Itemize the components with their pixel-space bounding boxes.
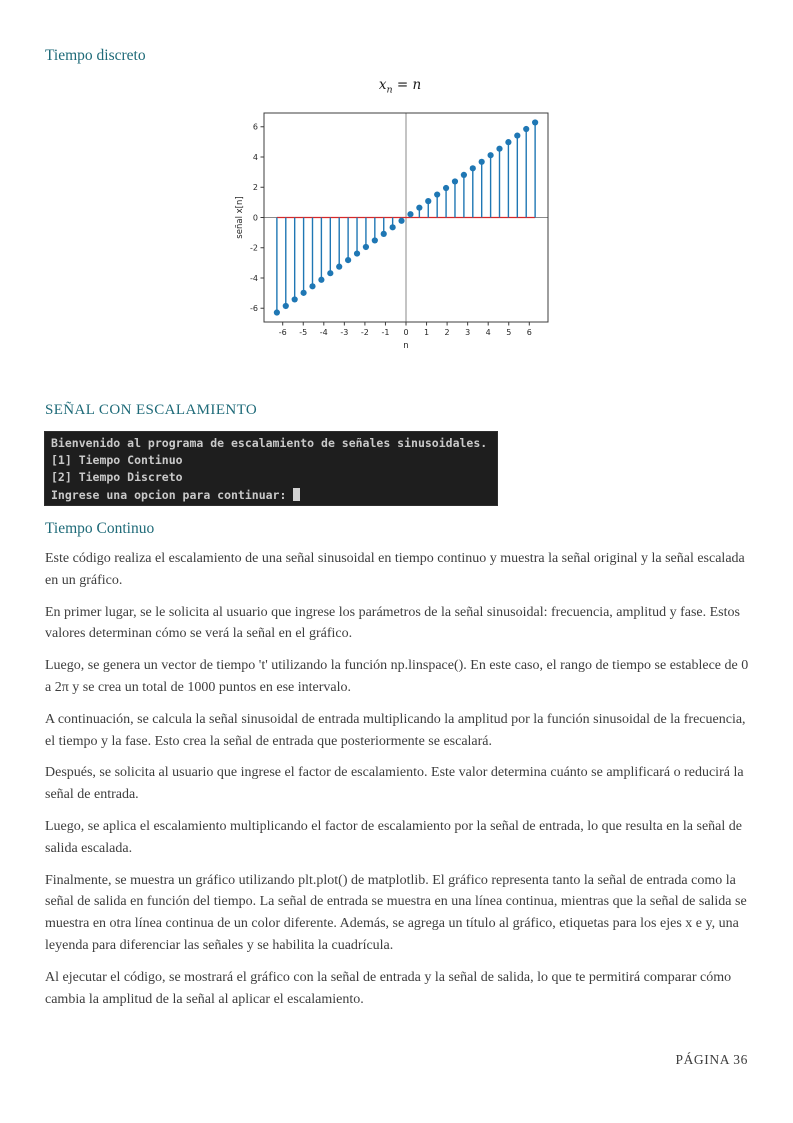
svg-text:2: 2 <box>252 183 258 193</box>
svg-text:-4: -4 <box>250 273 258 283</box>
console-line-option1: [1] Tiempo Continuo <box>51 453 183 468</box>
page-number: PÁGINA 36 <box>675 1052 748 1067</box>
svg-text:1: 1 <box>424 328 430 337</box>
chart-title-rhs: n <box>412 77 422 93</box>
svg-text:0: 0 <box>252 213 258 223</box>
svg-text:-4: -4 <box>319 328 328 337</box>
svg-text:señal x[n]: señal x[n] <box>235 196 245 239</box>
svg-text:n: n <box>403 341 409 351</box>
heading-tiempo-discreto: Tiempo discreto <box>45 47 146 64</box>
paragraph-factor: Después, se solicita al usuario que ingrese el factor de escalamiento. Este valor determina cuánto se amplificará o reducirá la señal de entrada. <box>45 765 744 803</box>
paragraph-ejecutar: Al ejecutar el código, se mostrará el gráfico con la señal de entrada y la señal de salida, lo que te permitirá comparar cómo cambia la amplitud de la señal al aplicar el escalamiento. <box>45 969 732 1007</box>
heading-tiempo-continuo: Tiempo Continuo <box>45 520 155 537</box>
chart-title-base: x <box>378 77 387 93</box>
stem-chart <box>230 76 570 354</box>
paragraph-intro: Este código realiza el escalamiento de una señal sinusoidal en tiempo continuo y muestra la señal original y la señal escalada en un gráfico. <box>45 551 745 588</box>
svg-text:0: 0 <box>403 328 409 337</box>
svg-text:-2: -2 <box>250 243 258 253</box>
stem-plot-figure <box>230 76 570 354</box>
paragraph-parametros: En primer lugar, se le solicita al usuario que ingrese los parámetros de la señal sinusoidal: frecuencia, amplitud y fase. Estos valores determinan cómo se verá la señal en el gráfico. <box>45 604 740 642</box>
console-line-prompt <box>51 487 497 504</box>
console-screenshot <box>44 431 498 506</box>
body-text <box>45 548 753 1020</box>
svg-text:2: 2 <box>444 328 450 337</box>
svg-text:5: 5 <box>506 328 512 337</box>
paragraph-vector-tiempo: Luego, se genera un vector de tiempo 't' utilizando la función np.linspace(). En este caso, el rango de tiempo se establece de 0 a 2π y se crea un total de 1000 puntos en ese intervalo. <box>45 658 749 695</box>
console-line-welcome: Bienvenido al programa de escalamiento de señales sinusoidales. <box>51 436 488 450</box>
svg-text:-1: -1 <box>381 328 390 337</box>
heading-senal-con-escalamiento: SEÑAL CON ESCALAMIENTO <box>45 402 258 418</box>
paragraph-grafico: Finalmente, se muestra un gráfico utilizando plt.plot() de matplotlib. El gráfico representa tanto la señal de entrada como la señal de salida en función del tiempo. La señal de entrada se muestra en una línea continua, mientras que la señal de salida se muestra en otra línea continua de un color diferente. Además, se agrega un título al gráfico, etiquetas para los ejes x e y, una leyenda para diferenciar las señales y se habilita la cuadrícula. <box>45 872 747 953</box>
terminal-cursor <box>293 488 300 501</box>
paragraph-senal-entrada: A continuación, se calcula la señal sinusoidal de entrada multiplicando la amplitud por la función sinusoidal de la frecuencia, el tiempo y la fase. Esto crea la señal de entrada que posteriormente se escalará. <box>45 711 746 749</box>
chart-title-equals: = <box>392 77 413 93</box>
svg-text:6: 6 <box>252 122 258 132</box>
svg-text:-3: -3 <box>340 328 349 337</box>
paragraph-aplica-escalamiento: Luego, se aplica el escalamiento multiplicando el factor de escalamiento por la señal de entrada, lo que resulta en la señal de salida escalada. <box>45 818 742 856</box>
chart-title-subscript: n <box>386 84 393 96</box>
svg-text:-6: -6 <box>250 304 258 314</box>
svg-text:-5: -5 <box>299 328 308 337</box>
svg-text:-2: -2 <box>360 328 369 337</box>
svg-text:-6: -6 <box>278 328 287 337</box>
svg-text:3: 3 <box>465 328 471 337</box>
svg-text:4: 4 <box>485 328 491 337</box>
svg-text:6: 6 <box>526 328 532 337</box>
svg-text:4: 4 <box>252 152 258 162</box>
console-line-option2: [2] Tiempo Discreto <box>51 470 183 485</box>
console-prompt-text: Ingrese una opcion para continuar: <box>51 487 294 502</box>
